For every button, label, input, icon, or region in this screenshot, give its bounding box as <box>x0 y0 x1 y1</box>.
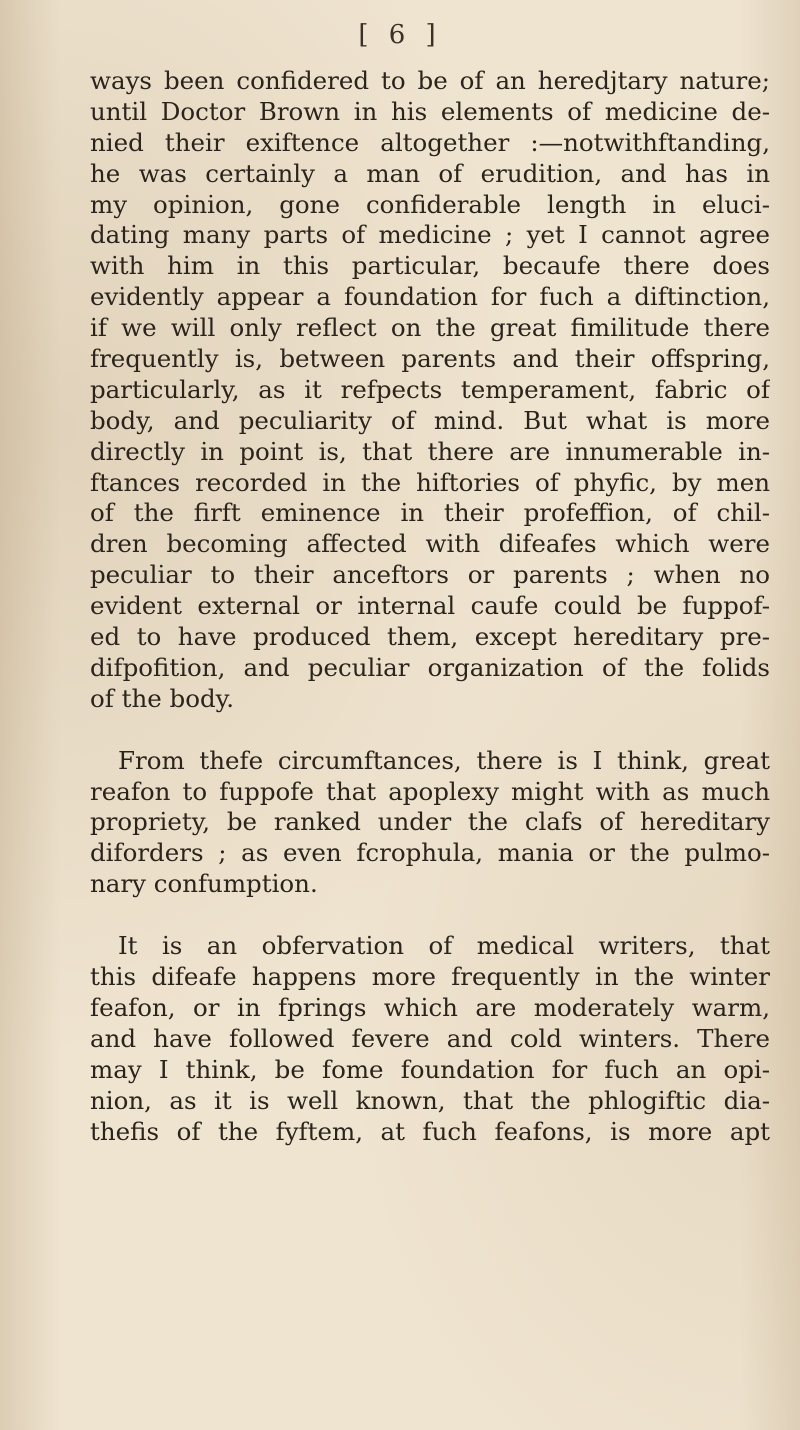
text-line: feafon, or in fprings which are moderately warm, <box>90 992 770 1022</box>
text-line: my opinion, gone confiderable length in eluci- <box>90 189 770 219</box>
text-line: until Doctor Brown in his elements of medicine de- <box>90 96 770 126</box>
text-line: evident external or internal caufe could be fuppof- <box>90 591 770 621</box>
text-line: diforders ; as even fcrophula, mania or the pulmo- <box>90 838 770 868</box>
text-line: with him in this particular, becaufe there does <box>90 251 770 281</box>
text-line: peculiar to their anceftors or parents ; when no <box>90 560 770 590</box>
text-line: directly in point is, that there are innumerable in- <box>90 436 770 466</box>
text-line: and have followed fevere and cold winters. There <box>90 1023 770 1053</box>
text-line: nary confumption. <box>90 869 318 899</box>
text-line: dating many parts of medicine ; yet I cannot agree <box>90 220 770 250</box>
text-line: ways been confidered to be of an heredjtary nature; <box>90 66 770 95</box>
text-line: of the body. <box>90 683 235 713</box>
text-line: may I think, be fome foundation for fuch an opi- <box>90 1054 770 1084</box>
text-line: particularly, as it refpects temperament, fabric of <box>90 374 770 404</box>
text-line: nion, as it is well known, that the phlogiftic dia- <box>90 1085 770 1115</box>
text-line: From thefe circumftances, there is I think, great <box>118 745 770 775</box>
paragraph-gap <box>90 900 770 931</box>
text-line: frequently is, between parents and their offspring, <box>90 344 770 374</box>
text-line: nied their exiftence altogether :—notwithftanding, <box>90 127 770 157</box>
text-line: propriety, be ranked under the clafs of hereditary <box>90 807 770 837</box>
text-line: ed to have produced them, except hereditary pre- <box>90 622 770 652</box>
body-text <box>90 66 770 1147</box>
text-line: this difeafe happens more frequently in the winter <box>90 962 770 992</box>
text-line: thefis of the fyftem, at fuch feafons, is more apt <box>90 1116 770 1146</box>
text-line: body, and peculiarity of mind. But what is more <box>90 405 770 435</box>
text-line: It is an obfervation of medical writers, that <box>118 931 770 961</box>
text-line: he was certainly a man of erudition, and has in <box>90 158 770 188</box>
text-line: difpofition, and peculiar organization of the folids <box>90 652 770 682</box>
text-line: ftances recorded in the hiftories of phyfic, by men <box>90 467 770 497</box>
text-line: of the firft eminence in their profeffion, of chil- <box>90 498 770 528</box>
text-line: evidently appear a foundation for fuch a diftinction, <box>90 282 770 312</box>
text-line: if we will only reflect on the great fimilitude there <box>90 313 770 343</box>
paragraph-1 <box>90 66 770 715</box>
text-line: dren becoming affected with difeafes which were <box>90 529 770 559</box>
paragraph-gap <box>90 715 770 746</box>
paragraph-3 <box>90 931 770 1147</box>
paragraph-2 <box>90 746 770 900</box>
text-line: reafon to fuppofe that apoplexy might with as much <box>90 776 770 806</box>
page-number: [ 6 ] <box>358 20 442 50</box>
